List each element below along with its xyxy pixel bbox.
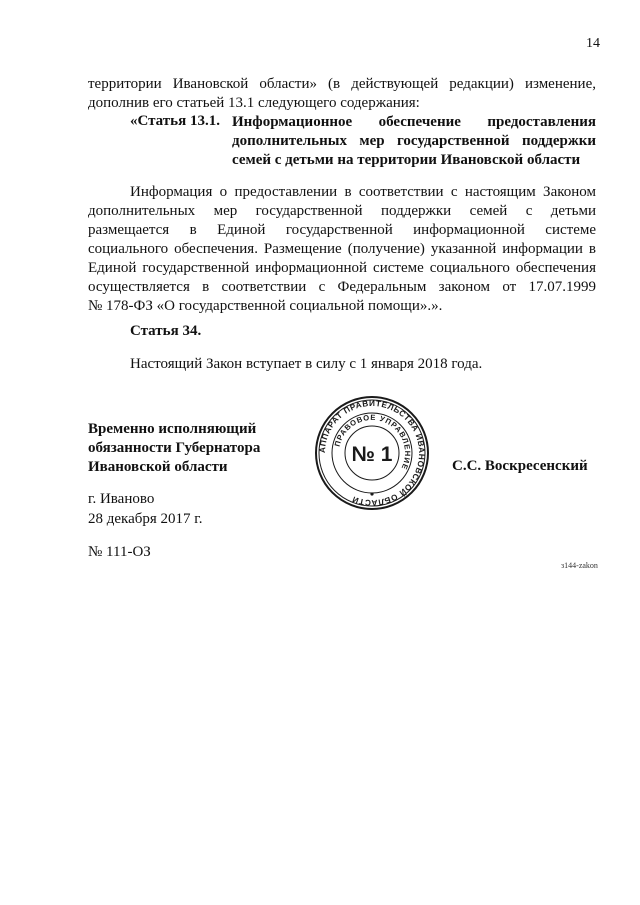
svg-text:№ 1: № 1 [351, 443, 393, 466]
article-34-label: Статья 34. [130, 323, 202, 339]
page-number: 14 [586, 36, 600, 51]
signer-name: С.С. Воскресенский [452, 458, 588, 474]
article-34-text: Настоящий Закон вступает в силу с 1 января 2018 года. [130, 356, 483, 372]
article-13-1-title-line: дополнительных мер государственной поддержки [232, 133, 596, 149]
article-13-1-para-line: Единой государственной информационной системе социального обеспечения [88, 260, 596, 276]
intro-line-1: территории Ивановской области» (в действующей редакции) изменение, [88, 76, 596, 92]
signature-position-line: Ивановской области [88, 459, 228, 475]
svg-text:АППАРАТ ПРАВИТЕЛЬСТВА ИВАНОВСК: АППАРАТ ПРАВИТЕЛЬСТВА ИВАНОВСКОЙ ОБЛАСТИ [317, 398, 427, 508]
signature-position-line: Временно исполняющий [88, 421, 257, 437]
article-13-1-title-line: Информационное обеспечение предоставления [232, 114, 596, 130]
intro-line-2: дополнив его статьей 13.1 следующего содержания: [88, 95, 420, 111]
article-13-1-para-line: Информация о предоставлении в соответствии с настоящим Законом [130, 184, 596, 200]
article-13-1-para-line: осуществляется в соответствии с Федеральным законом от 17.07.1999 [88, 279, 596, 295]
signature-position [88, 420, 260, 477]
article-13-1-para-line: дополнительных мер государственной поддержки семей с детьми [88, 203, 596, 219]
article-13-1-title-line: семей с детьми на территории Ивановской области [232, 152, 581, 168]
article-13-1-title [232, 113, 596, 170]
signing-place: г. Иваново [88, 491, 155, 507]
article-13-1-para-line: № 178-ФЗ «О государственной социальной помощи».». [88, 298, 443, 314]
article-13-1-label: «Статья 13.1. [130, 113, 220, 129]
law-number: № 111-ОЗ [88, 544, 151, 560]
signature-position-line: обязанности Губернатора [88, 440, 261, 456]
article-13-1-para-line: социального обеспечения. Размещение (получение) указанной информации в [88, 241, 596, 257]
official-seal [314, 395, 430, 511]
document-code: з144-zakon [561, 561, 598, 570]
signing-date: 28 декабря 2017 г. [88, 511, 203, 527]
svg-text:ПРАВОВОЕ УПРАВЛЕНИЕ: ПРАВОВОЕ УПРАВЛЕНИЕ [332, 412, 413, 472]
article-13-1-para-line: размещается в Единой государственной информационной системе [88, 222, 596, 238]
